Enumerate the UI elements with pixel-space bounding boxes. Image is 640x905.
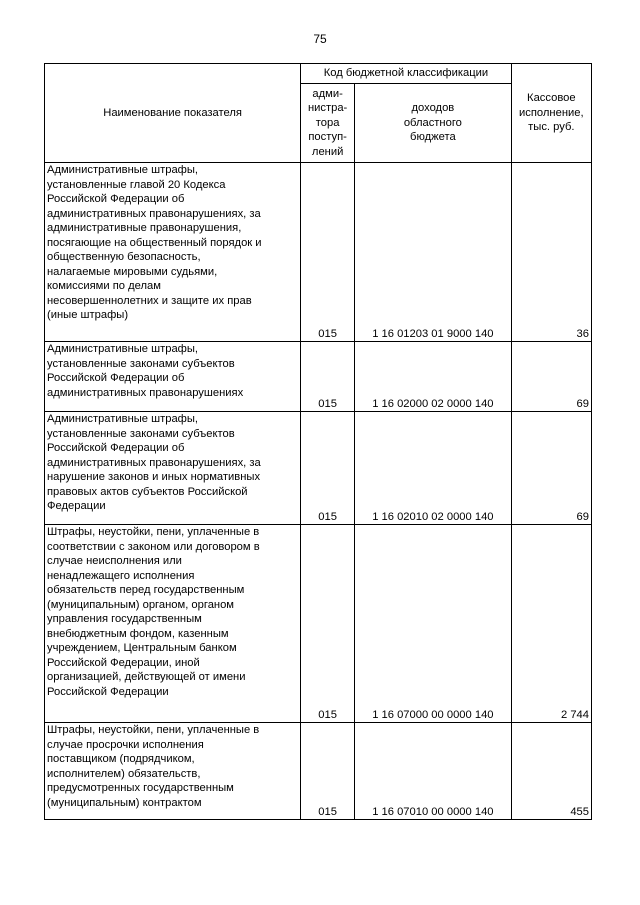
budget-table — [44, 63, 592, 820]
header-regional-revenue-code: доходов областного бюджета — [355, 84, 512, 163]
header-indicator-name: Наименование показателя — [45, 64, 301, 163]
administrator-code: 015 — [301, 163, 355, 342]
administrator-code: 015 — [301, 723, 355, 820]
cash-execution-amount: 69 — [511, 342, 591, 412]
cash-execution-amount: 455 — [511, 723, 591, 820]
header-revenue-administrator: адми- нистра- тора поступ- лений — [301, 84, 355, 163]
cash-execution-amount: 36 — [511, 163, 591, 342]
administrator-code: 015 — [301, 525, 355, 723]
administrator-code: 015 — [301, 412, 355, 525]
cash-execution-amount: 2 744 — [511, 525, 591, 723]
indicator-name: Штрафы, неустойки, пени, уплаченные в случае просрочки исполнения поставщиком (подрядчиком, исполнителем) обязательств, предусмотренных государственным (муниципальным) контрактом — [45, 723, 301, 820]
revenue-code: 1 16 02010 02 0000 140 — [355, 412, 512, 525]
page-number: 75 — [313, 32, 327, 46]
cash-execution-amount: 69 — [511, 412, 591, 525]
indicator-name: Административные штрафы, установленные главой 20 Кодекса Российской Федерации об административных правонарушениях, за административные правонарушения, посягающие на общественный порядок и общественную безопасность, налагаемые мировыми судьями, комиссиями по делам несовершеннолетних и защите их прав (иные штрафы) — [45, 163, 301, 342]
table-row — [45, 163, 592, 342]
revenue-code: 1 16 07010 00 0000 140 — [355, 723, 512, 820]
header-cash-execution: Кассовое исполнение, тыс. руб. — [511, 64, 591, 163]
header-budget-classification-code: Код бюджетной классификации — [301, 64, 511, 84]
indicator-name: Административные штрафы, установленные законами субъектов Российской Федерации об административных правонарушениях — [45, 342, 301, 412]
table-row — [45, 723, 592, 820]
indicator-name: Штрафы, неустойки, пени, уплаченные в соответствии с законом или договором в случае неисполнения или ненадлежащего исполнения обязательств перед государственным (муниципальным) органом, органом управления государственным внебюджетным фондом, казенным учреждением, Центральным банком Российской Федерации, иной организацией, действующей от имени Российской Федерации — [45, 525, 301, 723]
indicator-name: Административные штрафы, установленные законами субъектов Российской Федерации об административных правонарушениях, за нарушение законов и иных нормативных правовых актов субъектов Российской Федерации — [45, 412, 301, 525]
revenue-code: 1 16 07000 00 0000 140 — [355, 525, 512, 723]
administrator-code: 015 — [301, 342, 355, 412]
revenue-code: 1 16 01203 01 9000 140 — [355, 163, 512, 342]
table-row — [45, 525, 592, 723]
table-row — [45, 342, 592, 412]
revenue-code: 1 16 02000 02 0000 140 — [355, 342, 512, 412]
table-row — [45, 412, 592, 525]
